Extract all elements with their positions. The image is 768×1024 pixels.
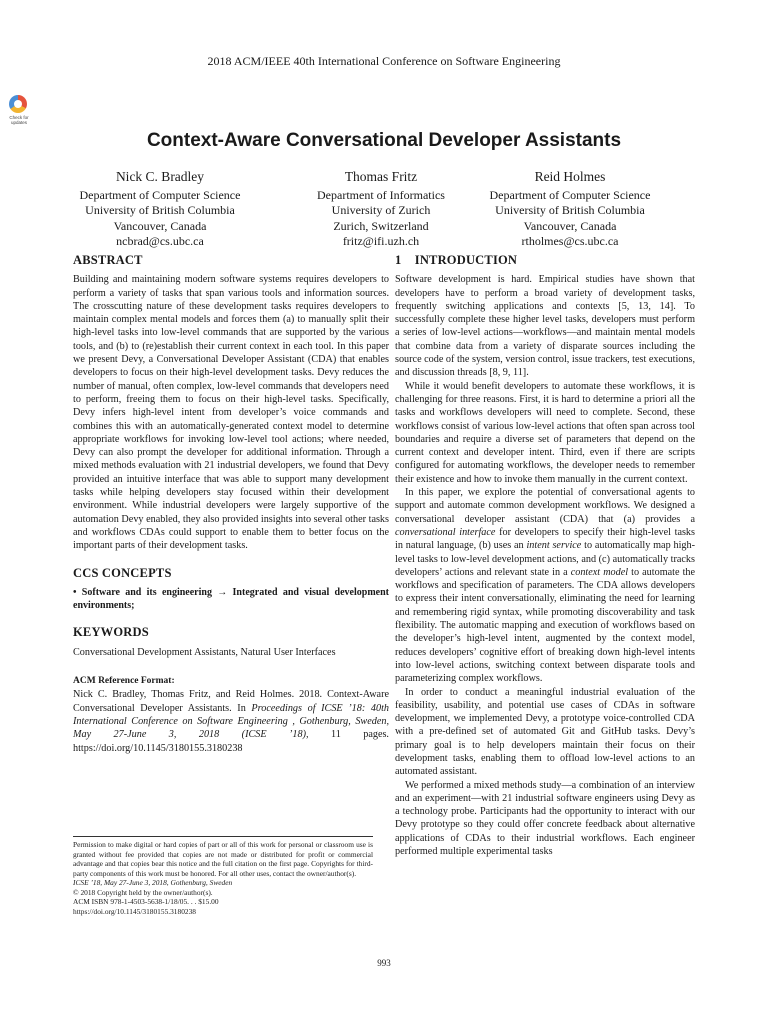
abstract-heading: ABSTRACT — [73, 253, 143, 267]
intro-paragraph: While it would benefit developers to automate these workflows, it is challenging for three reasons. First, it is hard to determine a priori all the tasks and workflows developers will need to complete. Second, these workflows consist of various low-level actions that often span across tool boundaries and require a diverse set of parameters that depend on the current context and developer intent. Third, even if there are scripts configured for automating workflows, the developer needs to remember their existence and how to invoke them manually in the current context. — [395, 380, 695, 485]
author-name: Reid Holmes — [534, 169, 606, 184]
footnote-doi[interactable]: https://doi.org/10.1145/3180155.3180238 — [73, 906, 196, 916]
ccs-text: • Software and its engineering → Integrated and visual development environments; — [73, 586, 389, 612]
reference-pages-doi[interactable]: 11 pages. https://doi.org/10.1145/3180155.3180238 — [73, 729, 389, 754]
right-column — [395, 254, 695, 858]
author-department: Department of Computer Science — [489, 187, 651, 202]
reference-venue: Proceedings of ICSE ’18: 40th International Conference on Software Engineering , Gothenburg, Sweden, May 27-June 3, 2018 (ICSE ’18), — [73, 702, 389, 741]
page-number: 993 — [377, 958, 391, 968]
left-column — [73, 254, 389, 755]
reference-authors: Nick C. Bradley, Thomas Fritz, and Reid Holmes. 2018. Context-Aware Conversational Developer Assistants. In — [73, 689, 389, 714]
ccs-heading: CCS CONCEPTS — [73, 565, 172, 580]
permission-text: Permission to make digital or hard copies of part or all of this work for personal or classroom use is granted without fee provided that copies are not made or distributed for profit or commercial advantage and that copies bear this notice and the full citation on the first page. Copyrights for third-party components of this work must be honored. For all other uses, contact the owner/author(s). — [73, 840, 373, 878]
permission-footnote — [73, 836, 373, 916]
reference-label: ACM Reference Format: — [73, 676, 175, 687]
keywords-text: Conversational Development Assistants, Natural User Interfaces — [73, 646, 336, 658]
author-location: Zurich, Switzerland — [333, 218, 429, 233]
author-department: Department of Informatics — [317, 187, 445, 202]
author-name: Nick C. Bradley — [115, 169, 205, 184]
author-email[interactable]: rtholmes@cs.ubc.ca — [521, 234, 619, 248]
footnote-isbn: ACM ISBN 978-1-4503-5638-1/18/05. . . $15.00 — [73, 897, 219, 906]
acm-reference-format — [73, 675, 389, 755]
author-name: Thomas Fritz — [344, 169, 418, 184]
author-department: Department of Computer Science — [79, 187, 241, 202]
abstract-section — [73, 254, 389, 553]
footnote-conference: ICSE ’18, May 27-June 3, 2018, Gothenburg, Sweden — [73, 878, 233, 887]
emphasis: context model — [570, 566, 629, 578]
author-block — [40, 169, 280, 250]
badge-label: Check for updates — [9, 115, 29, 125]
check-for-updates-icon — [9, 95, 27, 113]
keywords-section — [73, 626, 389, 659]
reference-text — [73, 688, 389, 754]
conference-header: 2018 ACM/IEEE 40th International Conference on Software Engineering — [207, 54, 561, 68]
author-institution: University of British Columbia — [85, 203, 235, 217]
introduction-heading: 1 INTRODUCTION — [395, 253, 518, 267]
author-block — [450, 169, 690, 250]
author-institution: University of Zurich — [331, 203, 431, 217]
intro-paragraph: In this paper, we explore the potential of conversational agents to support and automate common development workflows. We designed a conversational developer assistant (CDA) that (a) provides a conversational interface for developers to specify their high-level tasks in natural language, (b) uses an intent service to automatically map high-level tasks to low-level development actions, and (c) automatically tracks developers’ actions and relevant state in a context model to automate the workflows and specification of parameters. The CDA allows developers to express their intent conversationally, eliminating the need for learning and remembering rigid syntax, while promoting discoverability and task flexibility. The automatic mapping and execution of workflows based on the developer’s high-level intent, augmented by the context model, reduces developers’ cognitive effort of breaking down high-level intents into low-level actions, switching context between disparate tools and parameterizing complex workflows. — [395, 487, 696, 685]
footnote-copyright: © 2018 Copyright held by the owner/author(s). — [73, 887, 213, 897]
intro-paragraph: In order to conduct a meaningful industrial evaluation of the feasibility, usability, and potential use cases of CDAs in software development, we implemented Devy, a prototype voice-controlled CDA with a pre-defined set of automated Git and GitHub tasks. Devy’s primary goal is to help developers maintain their focus on their development tasks, enabling them to offload low-level actions to an automated assistant. — [395, 686, 695, 778]
abstract-text: Building and maintaining modern software systems requires developers to perform a variety of tasks that span various tools and information sources. The crosscutting nature of these development tasks requires developers to maintain complex mental models and forces them (a) to manually split their high-level tasks into low-level commands that are supported by the various tools, and (b) to (re)establish their current context in each tool. In this paper we present Devy, a Conversational Developer Assistant (CDA) that enables developers to focus on their high-level development tasks. Devy reduces the number of manual, often complex, low-level commands that developers need to perform, freeing them to focus on their high-level tasks. Specifically, Devy infers high-level intent from developer’s voice commands and combines this with an automatically-generated context model to determine appropriate workflows for invoking low-level tool actions; where needed, Devy can also prompt the developer for additional information. Through a mixed methods evaluation with 21 industrial developers, we found that Devy provided an intuitive interface that was able to support many development tasks while helping developers stay focused within their development environment. While industrial developers were largely supportive of the automation Devy enabled, they also provided insights into several other tasks and workflows CDAs could support to enable them to better focus on the important parts of their development tasks. — [73, 274, 389, 552]
author-email[interactable]: ncbrad@cs.ubc.ca — [116, 234, 204, 248]
paper-title: Context-Aware Conversational Developer Assistants — [146, 130, 622, 151]
intro-paragraph: We performed a mixed methods study—a combination of an interview and an experiment—with 21 industrial software engineers using Devy as a technology probe. Participants had the opportunity to interact with our Devy prototype so they could offer concrete feedback about alternative applications of CDAs to their industrial workflows. Each engineer performed multiple experimental tasks — [395, 779, 695, 858]
author-location: Vancouver, Canada — [113, 218, 207, 233]
author-location: Vancouver, Canada — [523, 218, 617, 233]
author-email[interactable]: fritz@ifi.uzh.ch — [342, 234, 420, 248]
ccs-concepts-section — [73, 567, 389, 613]
author-institution: University of British Columbia — [495, 203, 645, 217]
emphasis: intent service — [526, 540, 582, 552]
intro-paragraph: Software development is hard. Empirical studies have shown that developers have to perform a broad variety of development tasks, frequently switching applications and contexts [5, 13, 14]. To successfully complete these higher level tasks, developers must perform a series of low-level actions—workflows—and maintain mental models that combine data from a variety of disparate sources including the source code of the system, version control, issue trackers, test executions, and discussion threads [8, 9, 11]. — [395, 274, 695, 379]
check-for-updates-badge[interactable] — [3, 93, 35, 127]
emphasis: conversational interface — [395, 526, 496, 538]
keywords-heading: KEYWORDS — [73, 625, 149, 640]
